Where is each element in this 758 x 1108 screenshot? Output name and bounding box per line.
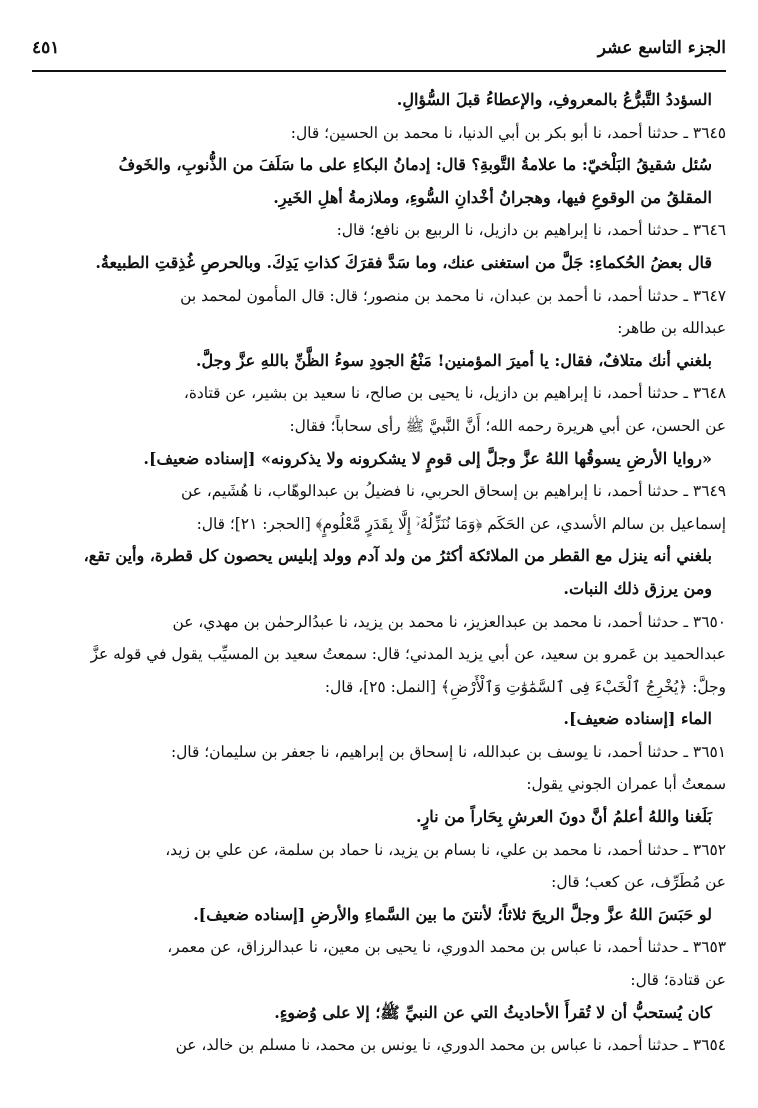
quoted-text-line: المقلقُ من الوقوعِ فيها، وهجرانُ أخْدانِ السُّوءِ، وملازمةُ أهلِ الخَيرِ. bbox=[273, 187, 712, 207]
quoted-text-line: قال بعضُ الحُكماءِ: جَلَّ من استغنى عنك، وما سَدَّ فقرَكَ كذاتِ يَدِكَ. وبالحرصِ غُذِقتِ الطبيعةُ. bbox=[95, 252, 712, 272]
text-line: سمعتُ أبا عمران الجوني يقول: bbox=[526, 775, 726, 794]
quoted-text-line: ومن يرزق ذلك النبات. bbox=[563, 578, 712, 598]
page-number: ٤٥١ bbox=[32, 38, 60, 58]
narration-number-line: ٣٦٥٤ ـ حدثنا أحمد، نا عباس بن محمد الدوري، نا يونس بن محمد، نا مسلم بن خالد، عن bbox=[175, 1036, 726, 1055]
quoted-text-line: لو حَبَسَ اللهُ عزَّ وجلَّ الريحَ ثلاثاً؛ لأنتنَ ما بين السَّماءِ والأرضِ [إسناده ضعيف]. bbox=[193, 904, 712, 924]
narration-number-line: ٣٦٤٨ ـ حدثنا أحمد، نا إبراهيم بن دازيل، نا يحيى بن صالح، نا سعيد بن بشير، عن قتادة، bbox=[183, 384, 726, 403]
running-title: الجزء التاسع عشر bbox=[597, 38, 726, 58]
narration-number-line: ٣٦٤٦ ـ حدثنا أحمد، نا إبراهيم بن دازيل، نا الربيع بن نافع؛ قال: bbox=[336, 221, 726, 240]
narration-number-line: ٣٦٤٥ ـ حدثنا أحمد، نا أبو بكر بن أبي الدنيا، نا محمد بن الحسين؛ قال: bbox=[290, 123, 726, 142]
quoted-text-line: الماء [إسناده ضعيف]. bbox=[563, 709, 712, 729]
quoted-text-line: السؤددُ التَّبرُّعُ بالمعروفِ، والإعطاءُ قبلَ السُّؤالِ. bbox=[396, 90, 712, 109]
narration-number-line: ٣٦٥١ ـ حدثنا أحمد، نا يوسف بن عبدالله، نا إسحاق بن إبراهيم، نا جعفر بن سليمان؛ قال: bbox=[170, 742, 726, 761]
text-line: وجلَّ: ﴿يُخْرِجُ ٱلْخَبْءَ فِى ٱلسَّمَٰوَٰتِ وَٱلْأَرْضِ﴾ [النمل: ٢٥]، قال: bbox=[324, 677, 726, 696]
text-line: عن مُطَرِّف، عن كعب؛ قال: bbox=[551, 873, 726, 892]
narration-number-line: ٣٦٥٣ ـ حدثنا أحمد، نا عباس بن محمد الدوري، نا يحيى بن معين، نا عبدالرزاق، عن معمر، bbox=[167, 938, 726, 957]
quoted-text-line: بَلَغنا واللهُ أعلمُ أنَّ دونَ العرشِ بِحَاراً من نارٍ. bbox=[416, 807, 712, 827]
narration-number-line: ٣٦٤٩ ـ حدثنا أحمد، نا إبراهيم بن إسحاق الحربي، نا فضيلُ بن عبدالوهّاب، نا هُشَيم، عن bbox=[180, 482, 726, 501]
narration-number-line: ٣٦٥٠ ـ حدثنا أحمد، نا محمد بن عبدالعزيز، نا محمد بن يزيد، نا عبدُالرحمٰن بن مهدي، عن bbox=[172, 612, 726, 631]
text-line: عن الحسن، عن أبي هريرة رحمه الله؛ أَنَّ النَّبيَّ ﷺ رأى سحاباً؛ فقال: bbox=[289, 416, 726, 435]
narration-number-line: ٣٦٤٧ ـ حدثنا أحمد، نا أحمد بن عبدان، نا محمد بن منصور؛ قال: قال المأمون لمحمد بن bbox=[180, 286, 726, 305]
quoted-text-line: بلغني أنه ينزل مع القطر من الملائكة أكثرُ من ولد آدم وولد إبليس يحصون كل قطرة، وأين تقع، bbox=[83, 546, 712, 566]
quoted-text-line: بلغني أنك متلافٌ، فقال: يا أميرَ المؤمنين! مَنْعُ الجودِ سوءُ الظَّنِّ باللهِ عزَّ وجلَّ. bbox=[195, 350, 712, 370]
text-line: عبدالله بن طاهر: bbox=[617, 319, 726, 338]
text-line: عبدالحميد بن عَمرو بن سعيد، عن أبي يزيد المدني؛ قال: سمعتُ سعيد بن المسيِّب يقول في قوله عزَّ bbox=[90, 645, 726, 664]
page-body bbox=[32, 84, 726, 1062]
text-line: إسماعيل بن سالم الأسدي، عن الحَكَم ﴿وَمَا نُنَزِّلُهُۥٓ إِلَّا بِقَدَرٍ مَّعْلُومٍ﴾ [الحجر: ٢١]؛ قال: bbox=[196, 514, 726, 533]
quoted-text-line: سُئل شقيقُ البَلْخيّ: ما علامةُ التَّوبةِ؟ قال: إدمانُ البكاءِ على ما سَلَفَ من الذُّنوبِ، والخَوفُ bbox=[118, 155, 712, 175]
quoted-text-line: كان يُستحبُّ أن لا تُقرأَ الأحاديثُ التي عن النبيِّ ﷺ؛ إلا على وُضوءٍ. bbox=[274, 1002, 712, 1022]
narration-number-line: ٣٦٥٢ ـ حدثنا أحمد، نا محمد بن علي، نا بسام بن يزيد، نا حماد بن سلمة، عن علي بن زيد، bbox=[165, 840, 726, 859]
text-line: عن قتادة؛ قال: bbox=[630, 971, 726, 990]
quoted-text-line: «روايا الأرضِ يسوقُها اللهُ عزَّ وجلَّ إلى قومٍ لا يشكرونه ولا يذكرونه» [إسناده ضعيف]. bbox=[143, 448, 712, 468]
page-header bbox=[32, 30, 726, 72]
